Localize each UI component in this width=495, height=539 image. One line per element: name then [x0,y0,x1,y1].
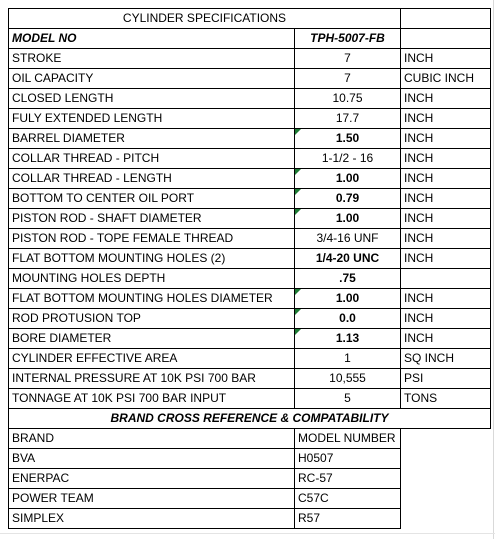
brand-row [9,449,491,469]
table-title[interactable]: CYLINDER SPECIFICATIONS [9,9,401,29]
spec-row [9,109,491,129]
spec-value[interactable] [295,69,401,89]
spec-value-text: 10,555 [329,371,366,385]
spec-label[interactable]: CLOSED LENGTH [9,89,295,109]
brand-model-number[interactable]: R57 [295,509,401,529]
spec-unit[interactable]: INCH [401,129,491,149]
spec-row [9,129,491,149]
model-no-value[interactable]: TPH-5007-FB [295,29,401,49]
spec-label[interactable]: COLLAR THREAD - LENGTH [9,169,295,189]
brand-row [9,489,491,509]
spec-unit[interactable]: INCH [401,49,491,69]
spec-row [9,189,491,209]
spec-row [9,369,491,389]
brand-name[interactable]: SIMPLEX [9,509,295,529]
spec-row [9,229,491,249]
spec-row [9,329,491,349]
spec-label[interactable]: INTERNAL PRESSURE AT 10K PSI 700 BAR [9,369,295,389]
spec-row [9,269,491,289]
brand-model-number[interactable]: RC-57 [295,469,401,489]
spec-label[interactable]: OIL CAPACITY [9,69,295,89]
empty-cell[interactable] [401,469,491,489]
error-indicator-icon [295,329,301,335]
spec-value[interactable] [295,149,401,169]
spec-value-text: .75 [339,271,356,285]
spec-row [9,289,491,309]
spec-value-text: 1.00 [335,211,360,225]
spec-label[interactable]: FLAT BOTTOM MOUNTING HOLES DIAMETER [9,289,295,309]
spec-unit[interactable]: INCH [401,89,491,109]
spec-unit[interactable]: INCH [401,329,491,349]
spec-unit[interactable]: TONS [401,389,491,409]
spec-value[interactable] [295,289,401,309]
spec-label[interactable]: TONNAGE AT 10K PSI 700 BAR INPUT [9,389,295,409]
spec-unit[interactable]: PSI [401,369,491,389]
spec-unit[interactable] [401,269,491,289]
spec-row [9,69,491,89]
error-indicator-icon [295,209,301,215]
gridline [493,0,494,539]
spec-label[interactable]: STROKE [9,49,295,69]
empty-cell[interactable] [401,9,491,29]
spec-value-text: 1.00 [335,171,360,185]
spec-unit[interactable]: INCH [401,229,491,249]
spec-value[interactable] [295,129,401,149]
spec-label[interactable]: FULY EXTENDED LENGTH [9,109,295,129]
model-number-header[interactable]: MODEL NUMBER [295,429,401,449]
spec-value-text: 0.79 [335,191,360,205]
error-indicator-icon [295,129,301,135]
spec-row [9,349,491,369]
spec-value[interactable] [295,89,401,109]
spec-value[interactable] [295,229,401,249]
spec-value-text: 3/4-16 UNF [316,231,379,245]
brand-name[interactable]: POWER TEAM [9,489,295,509]
spec-value[interactable] [295,249,401,269]
brand-row [9,509,491,529]
spec-value[interactable] [295,329,401,349]
spec-row [9,89,491,109]
spec-value[interactable] [295,189,401,209]
brand-model-number[interactable]: H0507 [295,449,401,469]
error-indicator-icon [295,189,301,195]
spec-unit[interactable]: INCH [401,289,491,309]
brand-name[interactable]: ENERPAC [9,469,295,489]
spec-label[interactable]: BARREL DIAMETER [9,129,295,149]
spec-row [9,169,491,189]
empty-cell[interactable] [401,29,491,49]
model-no-label[interactable]: MODEL NO [9,29,295,49]
spec-unit[interactable]: SQ INCH [401,349,491,369]
brand-model-number[interactable]: C57C [295,489,401,509]
spec-value-text: 0.0 [339,311,356,325]
spec-label[interactable]: BORE DIAMETER [9,329,295,349]
spec-row [9,49,491,69]
spec-unit[interactable]: INCH [401,309,491,329]
spec-label[interactable]: PISTON ROD - SHAFT DIAMETER [9,209,295,229]
spec-value-text: 1 [344,351,351,365]
spec-value-text: 1.00 [335,291,360,305]
empty-cell[interactable] [401,449,491,469]
spec-label[interactable]: ROD PROTUSION TOP [9,309,295,329]
spec-value[interactable] [295,309,401,329]
model-row [9,29,491,49]
spec-value[interactable] [295,349,401,369]
error-indicator-icon [295,289,301,295]
cross-reference-header-row [9,429,491,449]
spec-row [9,389,491,409]
empty-cell[interactable] [401,429,491,449]
spec-unit[interactable]: CUBIC INCH [401,69,491,89]
spec-value-text: 17.7 [335,111,360,125]
error-indicator-icon [295,169,301,175]
spec-unit[interactable]: INCH [401,249,491,269]
spec-value[interactable] [295,389,401,409]
spec-value-text: 1.13 [335,331,360,345]
spec-row [9,309,491,329]
spec-unit[interactable]: INCH [401,209,491,229]
spec-label[interactable]: FLAT BOTTOM MOUNTING HOLES (2) [9,249,295,269]
spec-value[interactable] [295,49,401,69]
brand-row [9,469,491,489]
spec-value-text: 1/4-20 UNC [315,251,380,265]
spec-value[interactable] [295,169,401,189]
cross-reference-title[interactable]: BRAND CROSS REFERENCE & COMPATABILITY [9,409,491,429]
spec-value-text: 10.75 [332,91,363,105]
gridline [0,533,495,534]
spec-value-text: 1-1/2 - 16 [321,151,374,165]
spec-row [9,249,491,269]
brand-header[interactable]: BRAND [9,429,295,449]
cross-reference-title-row [9,409,491,429]
error-indicator-icon [295,309,301,315]
spec-value-text: 7 [344,71,351,85]
spec-label[interactable]: BOTTOM TO CENTER OIL PORT [9,189,295,209]
spec-label[interactable]: PISTON ROD - TOPE FEMALE THREAD [9,229,295,249]
spec-value-text: 5 [344,391,351,405]
spec-label[interactable]: MOUNTING HOLES DEPTH [9,269,295,289]
spec-row [9,149,491,169]
spec-unit[interactable]: INCH [401,189,491,209]
brand-name[interactable]: BVA [9,449,295,469]
spec-value-text: 7 [344,51,351,65]
cylinder-spec-table [8,8,491,529]
spec-unit[interactable]: INCH [401,169,491,189]
spec-row [9,209,491,229]
spec-value[interactable] [295,369,401,389]
spec-label[interactable]: CYLINDER EFFECTIVE AREA [9,349,295,369]
empty-cell[interactable] [401,489,491,509]
spec-value[interactable] [295,269,401,289]
title-row [9,9,491,29]
spec-value[interactable] [295,209,401,229]
spec-unit[interactable]: INCH [401,149,491,169]
spec-label[interactable]: COLLAR THREAD - PITCH [9,149,295,169]
empty-cell[interactable] [401,509,491,529]
spec-value-text: 1.50 [335,131,360,145]
spec-value[interactable] [295,109,401,129]
spec-unit[interactable]: INCH [401,109,491,129]
